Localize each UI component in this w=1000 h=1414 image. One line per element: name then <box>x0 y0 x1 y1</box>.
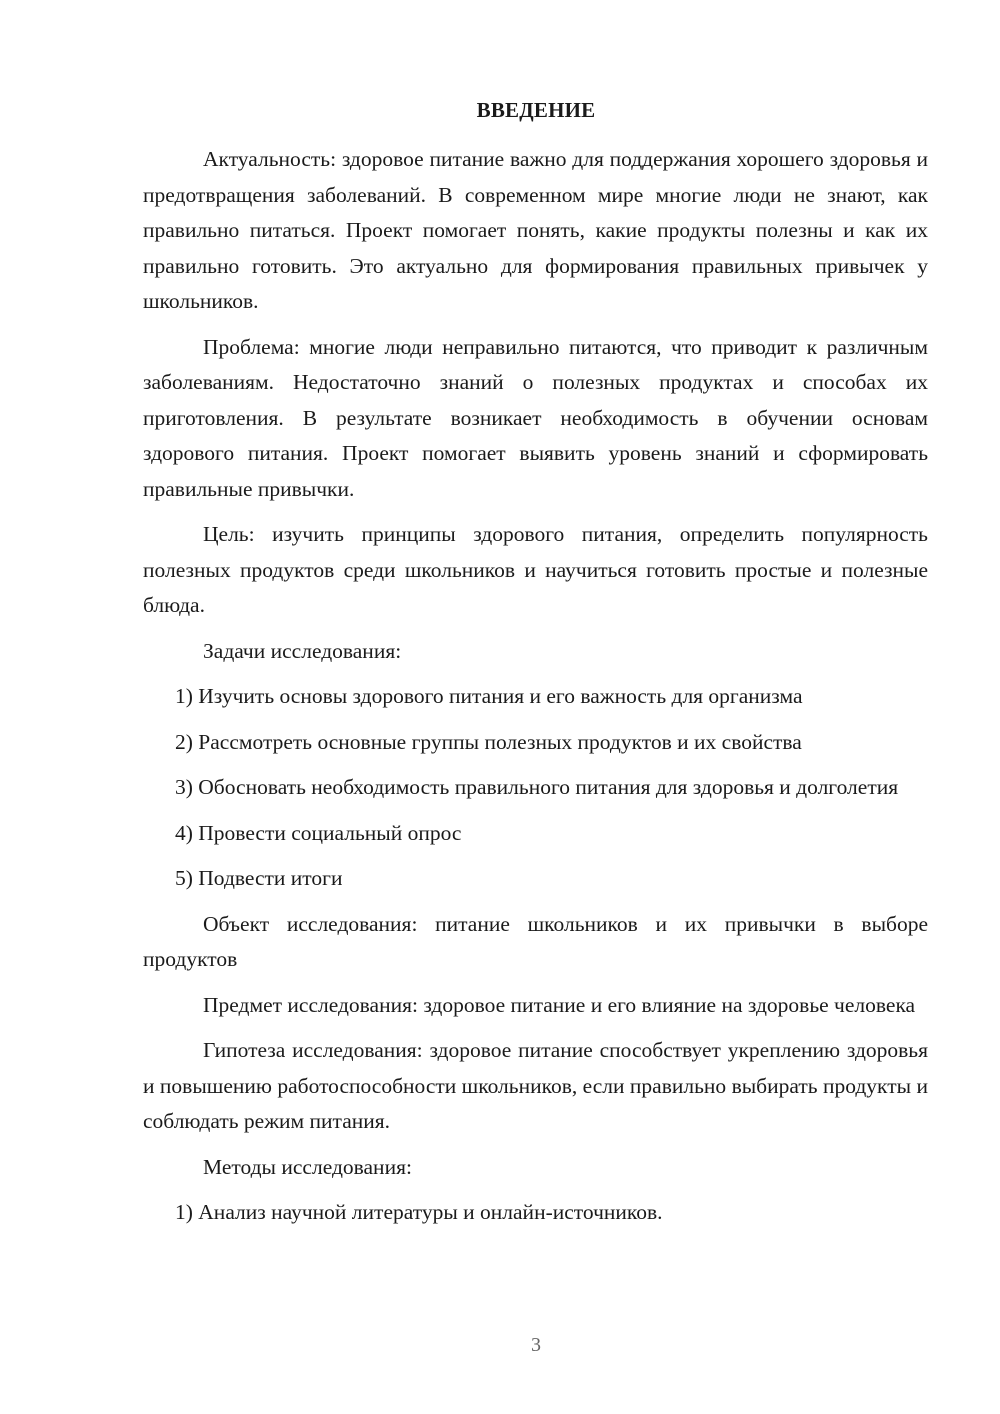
task-item: 1) Изучить основы здорового питания и его важность для организма <box>175 684 803 708</box>
paragraph-object: Объект исследования: питание школьников и их привычки в выборе продуктов <box>143 911 928 971</box>
task-item: 5) Подвести итоги <box>175 866 343 890</box>
page-number: 3 <box>531 1334 541 1356</box>
tasks-title: Задачи исследования: <box>203 638 402 663</box>
paragraph-goal: Цель: изучить принципы здорового питания, определить популярность полезных продуктов среди школьников и научиться готовить простые и полезные блюда. <box>143 522 928 617</box>
paragraph-subject: Предмет исследования: здоровое питание и его влияние на здоровье человека <box>203 992 916 1017</box>
paragraph-relevance: Актуальность: здоровое питание важно для поддержания хорошего здоровья и предотвращения заболеваний. В современном мире многие люди не знают, как правильно питаться. Проект помогает понять, какие продукты полезны и как их правильно готовить. Это актуально для формирования правильных привычек у школьников. <box>143 147 928 313</box>
body-text <box>143 142 928 1241</box>
paragraph-hypothesis: Гипотеза исследования: здоровое питание способствует укреплению здоровья и повышению работоспособности школьников, если правильно выбирать продукты и соблюдать режим питания. <box>143 1038 928 1133</box>
task-item: 3) Обосновать необходимость правильного питания для здоровья и долголетия <box>175 775 899 799</box>
section-heading: ВВЕДЕНИЕ <box>476 98 596 122</box>
task-item: 4) Провести социальный опрос <box>175 820 462 845</box>
task-item: 2) Рассмотреть основные группы полезных продуктов и их свойства <box>175 729 802 754</box>
methods-title: Методы исследования: <box>203 1154 412 1179</box>
paragraph-problem: Проблема: многие люди неправильно питаются, что приводит к различным заболеваниям. Недостаточно знаний о полезных продуктах и способах их приготовления. В результате возникает необходимость в обучении основам здорового питания. Проект помогает выявить уровень знаний и сформировать правильные привычки. <box>143 334 928 501</box>
method-item: 1) Анализ научной литературы и онлайн-источников. <box>175 1200 663 1224</box>
